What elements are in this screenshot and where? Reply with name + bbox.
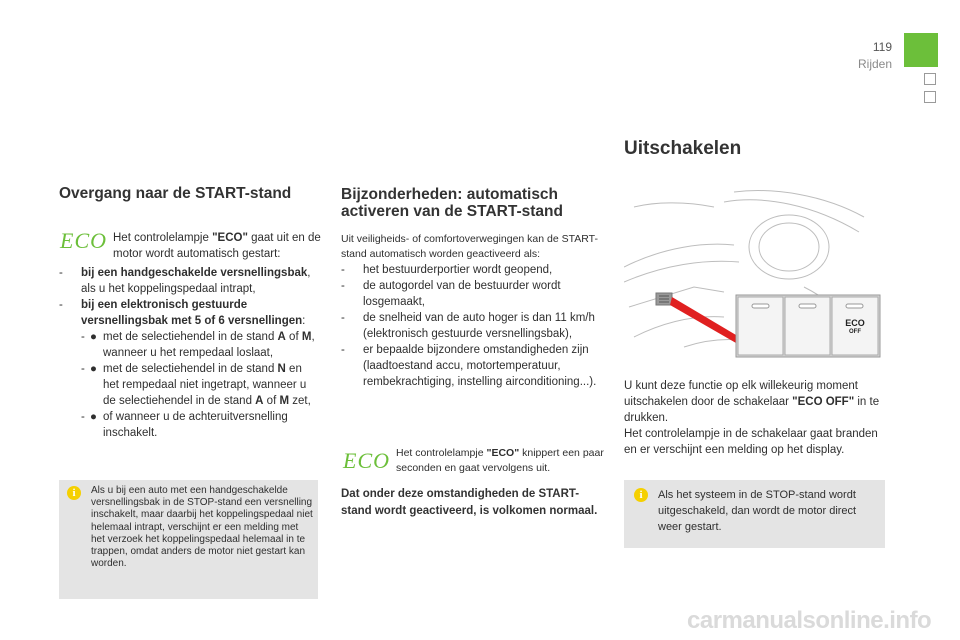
col1-list xyxy=(59,265,321,441)
col3-para1: U kunt deze functie op elk willekeurig moment uitschakelen door de schakelaar "ECO OFF" in te drukken. xyxy=(624,380,880,424)
list-item: - het bestuurderportier wordt geopend, xyxy=(341,262,603,278)
note-text: Als u bij een auto met een handgeschakelde versnellingsbak in de STOP-stand een versnelling inschakelt, maar daarbij het koppelingspedaal niet helemaal intrapt, verschijnt er een melding met het verzoek het koppelingspedaal helemaal in te trappen, omdat anders de motor niet gestart kan worden. xyxy=(91,485,313,570)
col3-para2: Het controlelampje in de schakelaar gaat branden en er verschijnt een melding op het display. xyxy=(624,428,878,456)
heading-uitschakelen: Uitschakelen xyxy=(624,138,742,159)
info-note xyxy=(624,480,885,548)
heading-start-stand: Overgang naar de START-stand xyxy=(59,185,292,202)
chapter-tab xyxy=(904,33,938,67)
sub-list-item: - ● met de selectiehendel in de stand N en het rempedaal niet ingetrapt, wanneer u de selectiehendel in de stand A of M zet, xyxy=(81,361,321,409)
eco-indicator-icon: ECO xyxy=(343,448,390,473)
chapter-marker xyxy=(924,73,936,85)
info-icon: i xyxy=(634,488,648,502)
eco-off-button[interactable]: ECO OFF xyxy=(845,318,865,335)
list-item: - bij een handgeschakelde versnellingsbak, als u het koppelingspedaal intrapt, xyxy=(59,265,321,297)
col2-conclusion: Dat onder deze omstandigheden de START-stand wordt geactiveerd, is volkomen normaal. xyxy=(341,488,598,517)
list-item: - er bepaalde bijzondere omstandigheden zijn (laadtoestand accu, motortemperatuur, rembekrachtiging, instelling airconditioning...). xyxy=(341,342,603,390)
list-item: - de autogordel van de bestuurder wordt losgemaakt, xyxy=(341,278,603,310)
eco-indicator-icon: ECO xyxy=(60,228,107,253)
sub-list-item: - ● met de selectiehendel in de stand A of M, wanneer u het rempedaal loslaat, xyxy=(81,329,321,361)
note-text: Als het systeem in de STOP-stand wordt uitgeschakeld, dan wordt de motor direct weer gestart. xyxy=(658,489,857,533)
eco-switch-location xyxy=(656,293,672,305)
section-title: Rijden xyxy=(858,57,893,71)
chapter-marker xyxy=(924,91,936,103)
col2-intro: Uit veiligheids- of comfortoverwegingen kan de START-stand automatisch worden geactiveerd als: xyxy=(341,233,598,260)
list-item: - de snelheid van de auto hoger is dan 11 km/h (elektronisch gestuurde versnellingsbak), xyxy=(341,310,603,342)
page-number: 119 xyxy=(872,40,892,54)
col1-intro: Het controlelampje "ECO" gaat uit en de motor wordt automatisch gestart: xyxy=(113,232,321,260)
heading-bijzonderheden: Bijzonderheden: automatisch activeren van de START-stand xyxy=(341,186,563,220)
info-icon: i xyxy=(67,486,81,500)
info-note xyxy=(59,480,318,599)
list-item: - bij een elektronisch gestuurde versnellingsbak met 5 of 6 versnellingen: - ● met de selectiehendel in de stand A of M, wanneer u het rempedaal loslaat, - ● met de selectiehendel in de stand N en het rempedaal niet ingetrapt, wanneer u de selectiehendel in de stand A of M zet, - ● of wanneer u de achteruitversnelling inschakelt. xyxy=(59,297,321,441)
watermark: carmanualsonline.info xyxy=(687,607,932,634)
col2-list xyxy=(341,262,603,390)
sub-list-item: - ● of wanneer u de achteruitversnelling inschakelt. xyxy=(81,409,321,441)
dashboard-illustration xyxy=(624,187,884,360)
col2-eco-text: Het controlelampje "ECO" knippert een paar seconden en gaat vervolgens uit. xyxy=(396,447,604,474)
